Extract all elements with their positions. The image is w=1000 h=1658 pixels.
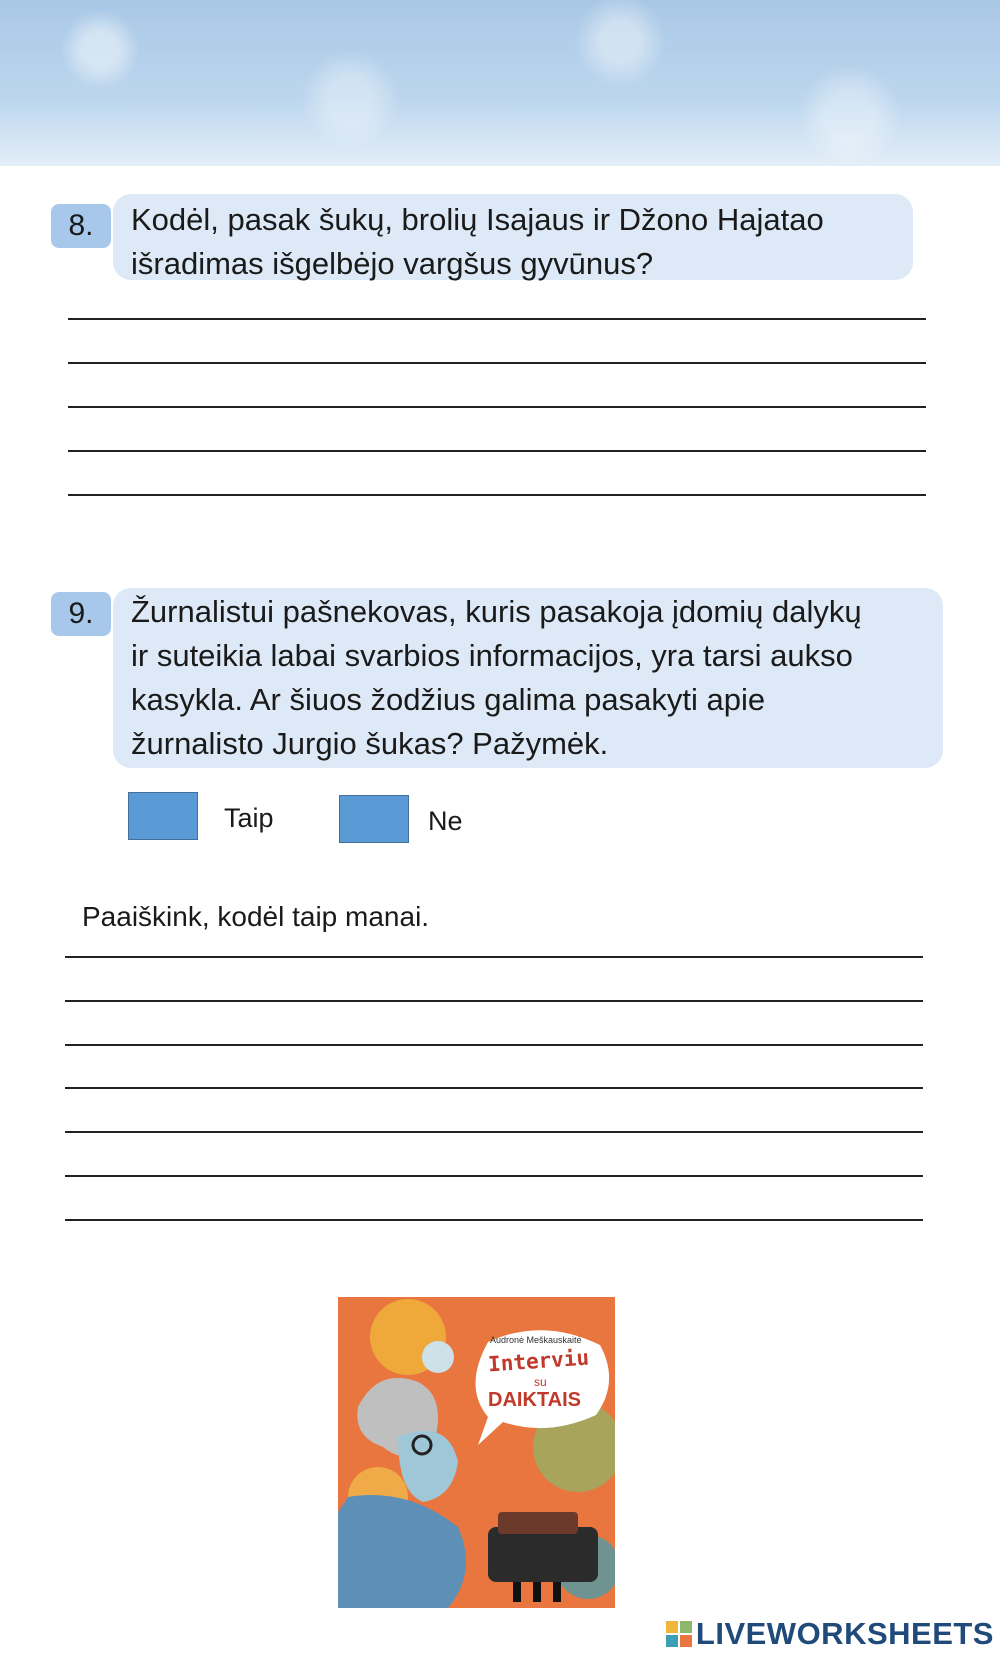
question-9-box xyxy=(113,588,943,768)
answer-line[interactable] xyxy=(65,1087,923,1089)
question-9-text-line-1: Žurnalistui pašnekovas, kuris pasakoja įdomių dalykų xyxy=(131,594,862,629)
option-label-ne: Ne xyxy=(428,806,463,836)
cover-author: Audronė Meškauskaitė xyxy=(490,1335,582,1345)
answer-line[interactable] xyxy=(65,1044,923,1046)
question-8-text-line-2: išradimas išgelbėjo vargšus gyvūnus? xyxy=(131,246,654,281)
question-9-number: 9. xyxy=(51,592,111,636)
question-9-text-line-2: ir suteikia labai svarbios informacijos, yra tarsi aukso xyxy=(131,638,853,673)
checkbox-ne[interactable] xyxy=(339,795,409,843)
question-8-box xyxy=(113,194,913,280)
question-8-text-line-1: Kodėl, pasak šukų, brolių Isajaus ir Džono Hajatao xyxy=(131,202,824,237)
question-9-text-line-3: kasykla. Ar šiuos žodžius galima pasakyti apie xyxy=(131,682,766,717)
answer-line[interactable] xyxy=(68,494,926,496)
answer-line[interactable] xyxy=(68,450,926,452)
answer-line[interactable] xyxy=(68,362,926,364)
answer-line[interactable] xyxy=(68,318,926,320)
liveworksheets-logo-icon xyxy=(666,1621,692,1647)
header-banner xyxy=(0,0,1000,166)
answer-line[interactable] xyxy=(65,1000,923,1002)
answer-line[interactable] xyxy=(68,406,926,408)
answer-line[interactable] xyxy=(65,956,923,958)
answer-line[interactable] xyxy=(65,1175,923,1177)
answer-line[interactable] xyxy=(65,1131,923,1133)
cover-title-line-1: Interviu xyxy=(487,1345,590,1377)
liveworksheets-brand xyxy=(666,1616,994,1652)
question-9-text-line-4: žurnalisto Jurgio šukas? Pažymėk. xyxy=(131,726,609,761)
checkbox-taip[interactable] xyxy=(128,792,198,840)
question-8-number: 8. xyxy=(51,204,111,248)
book-cover-image xyxy=(338,1297,615,1608)
option-label-taip: Taip xyxy=(224,803,274,833)
explain-prompt: Paaiškink, kodėl taip manai. xyxy=(82,901,430,932)
cover-title-line-2: su xyxy=(534,1375,547,1389)
answer-line[interactable] xyxy=(65,1219,923,1221)
brand-name: LIVEWORKSHEETS xyxy=(695,1616,994,1651)
cover-title-line-3: DAIKTAIS xyxy=(488,1389,581,1411)
